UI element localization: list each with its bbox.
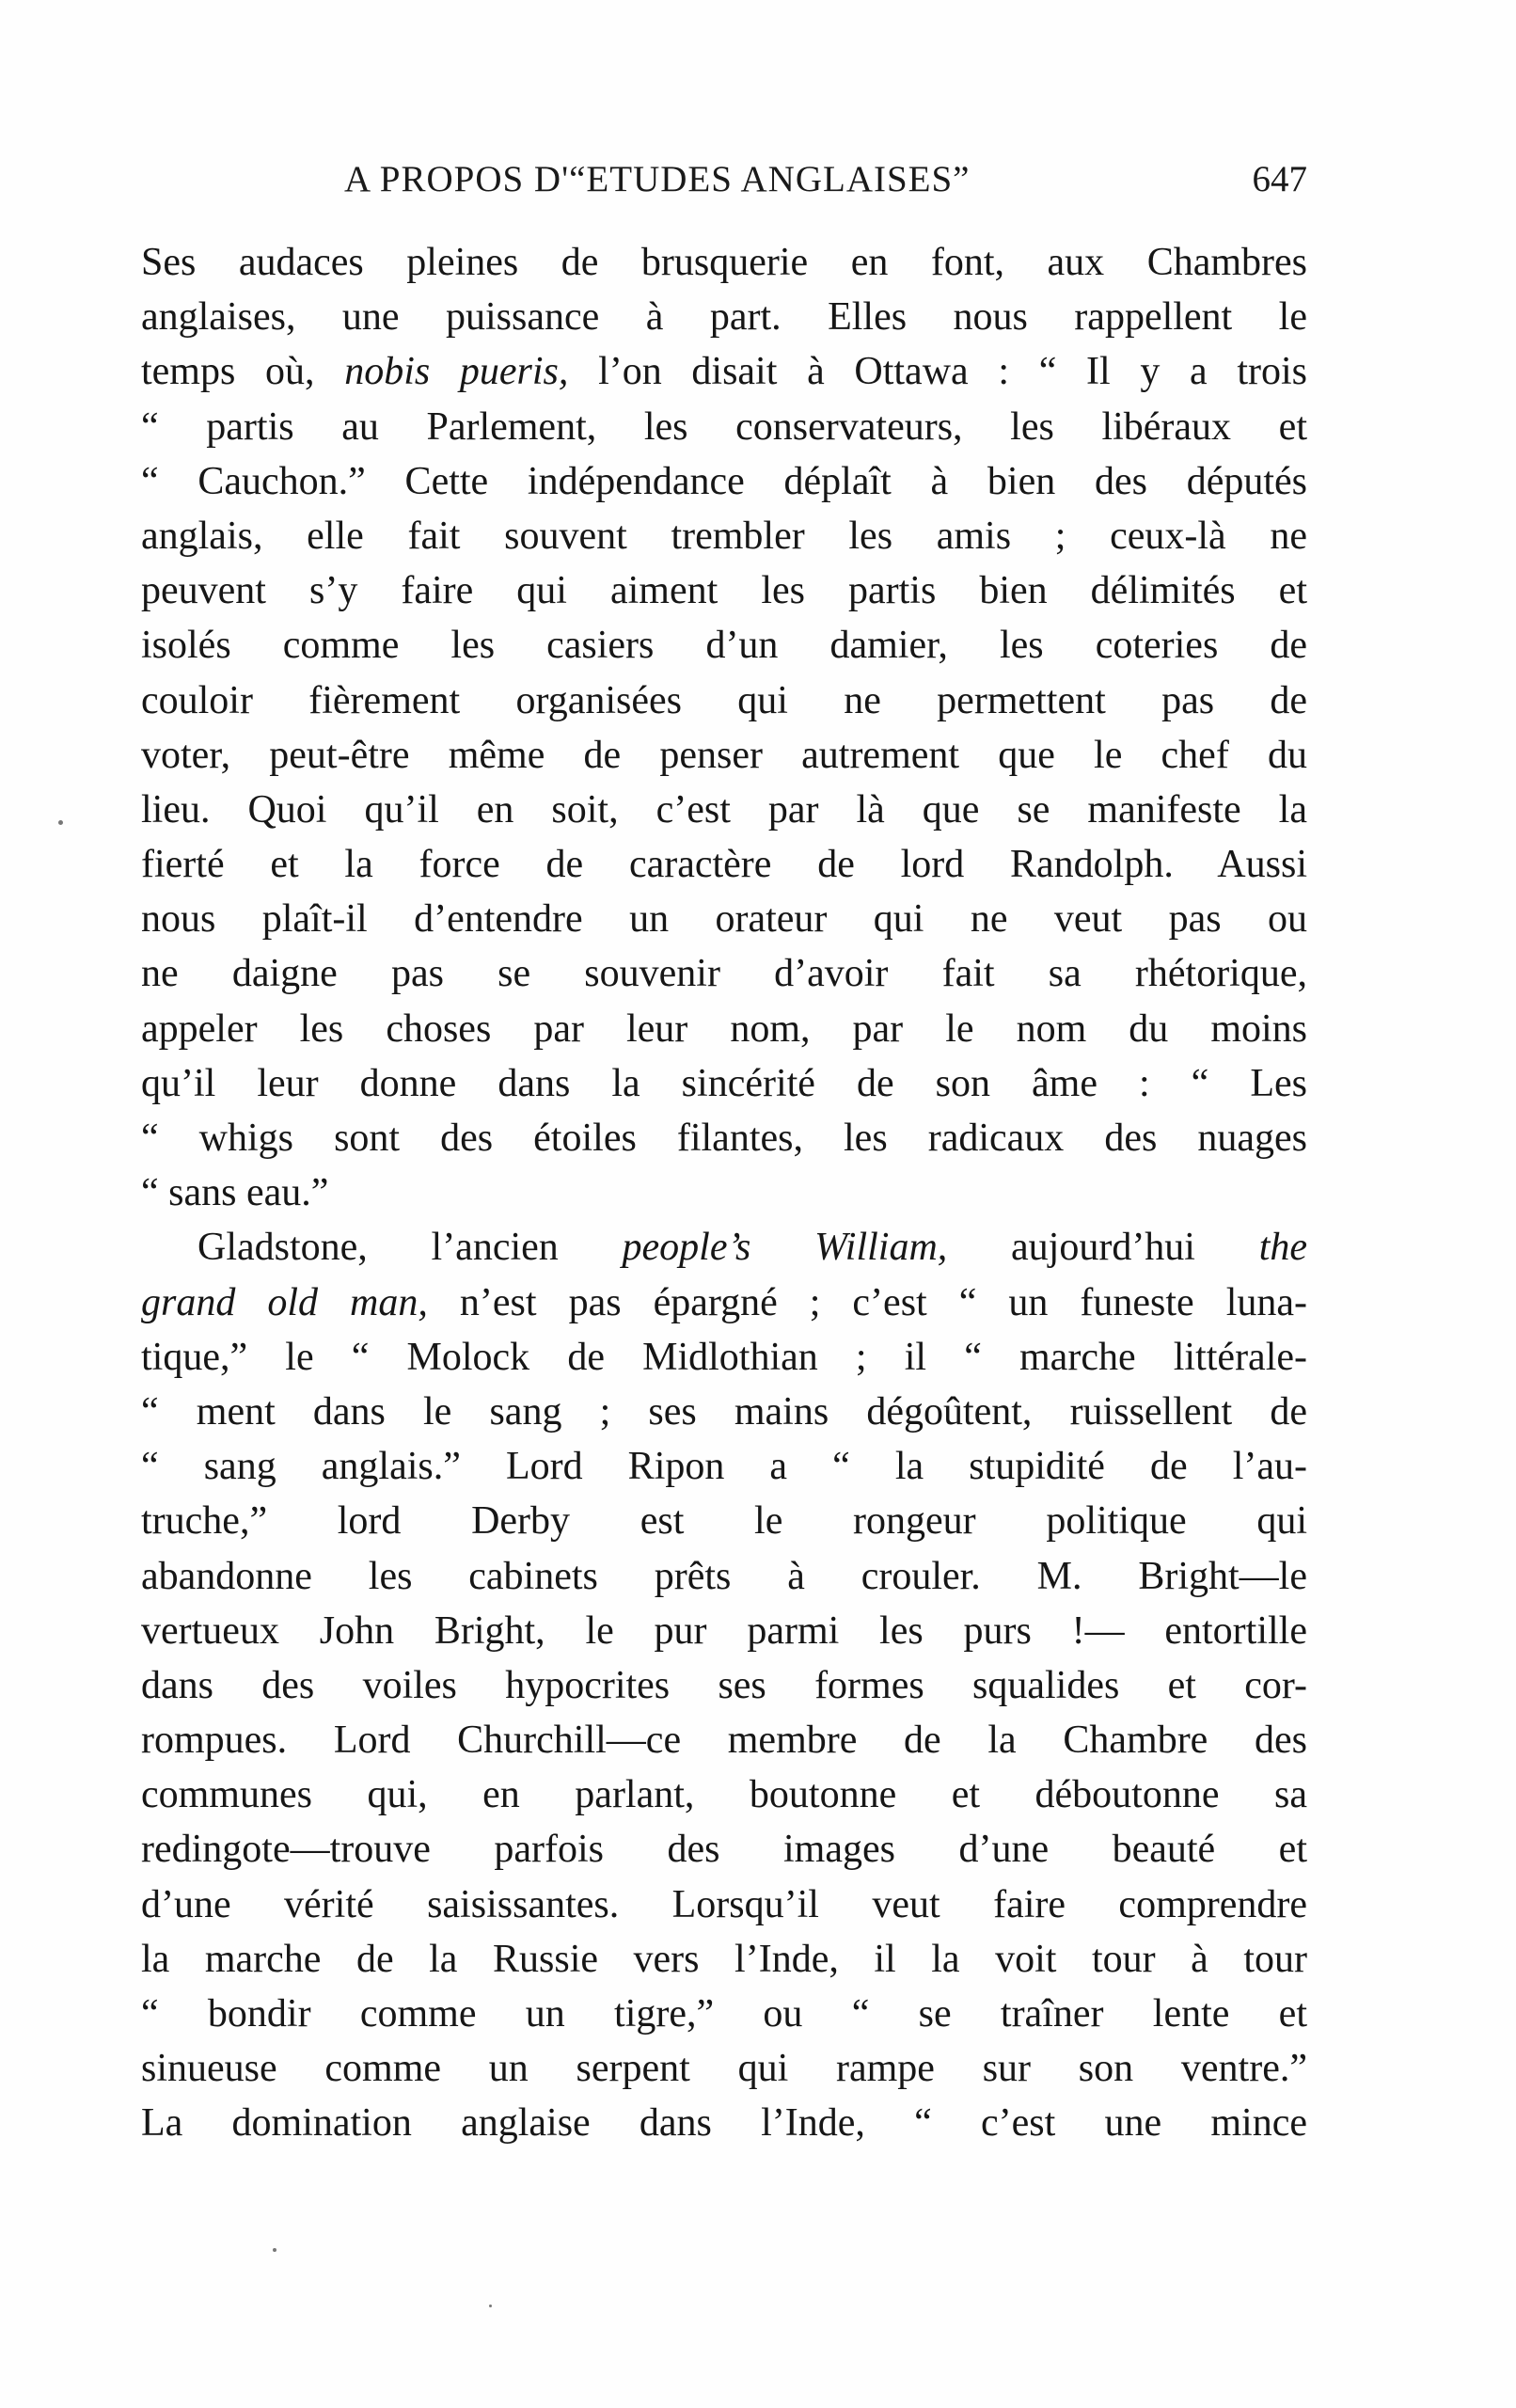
text-line	[141, 1658, 1307, 1713]
text-run: redingote—trouve parfois des images d’une beauté et	[141, 1828, 1307, 1872]
text-run: l’on disait à Ottawa : “ Il y a trois	[568, 350, 1307, 394]
text-run: “ sans eau.”	[141, 1171, 329, 1215]
margin-speck	[58, 820, 63, 825]
text-line	[141, 344, 1307, 399]
text-run: Gladstone, l’ancien	[197, 1226, 623, 1270]
text-run: sinueuse comme un serpent qui rampe sur son ventre.”	[141, 2047, 1307, 2091]
text-line	[141, 1002, 1307, 1056]
text-line	[141, 1165, 1307, 1220]
body-text	[141, 235, 1307, 2151]
text-run: peuvent s’y faire qui aiment les partis bien délimités et	[141, 569, 1307, 613]
text-line	[141, 673, 1307, 728]
text-line	[141, 618, 1307, 673]
text-line	[141, 946, 1307, 1001]
text-run: tique,” le “ Molock de Midlothian ; il “ marche littérale-	[141, 1335, 1307, 1379]
text-run: La domination anglaise dans l’Inde, “ c’est une mince	[141, 2101, 1307, 2146]
text-run: “ partis au Parlement, les conservateurs, les libéraux et	[141, 404, 1307, 449]
text-run: truche,” lord Derby est le rongeur politique qui	[141, 1499, 1307, 1544]
text-line	[141, 1822, 1307, 1877]
margin-speck	[489, 2305, 492, 2307]
text-run: fierté et la force de caractère de lord Randolph. Aussi	[141, 843, 1307, 887]
text-line	[141, 1877, 1307, 1932]
text-line	[141, 837, 1307, 892]
italic-run: grand old man,	[141, 1280, 428, 1324]
text-run: lieu. Quoi qu’il en soit, c’est par là que se manifeste la	[141, 787, 1307, 832]
text-run: d’une vérité saisissantes. Lorsqu’il veut faire comprendre	[141, 1882, 1307, 1926]
margin-speck	[273, 2248, 276, 2252]
text-run: “ whigs sont des étoiles filantes, les radicaux des nuages	[141, 1117, 1307, 1160]
text-line	[141, 1220, 1307, 1275]
text-line	[141, 1111, 1307, 1165]
text-run: Ses audaces pleines de brusquerie en font, aux Chambres	[141, 241, 1307, 284]
text-run: “ bondir comme un tigre,” ou “ se traîner lente et	[141, 1992, 1307, 2036]
italic-run: nobis pueris,	[344, 350, 569, 394]
text-line	[141, 1932, 1307, 1987]
italic-run: people’s William,	[622, 1226, 948, 1270]
text-run: nous plaît-il d’entendre un orateur qui ne veut pas ou	[141, 897, 1307, 942]
page-number: 647	[1252, 159, 1307, 199]
text-line	[141, 290, 1307, 344]
text-run: “ Cauchon.” Cette indépendance déplaît à bien des députés	[141, 459, 1307, 503]
text-run: ne daigne pas se souvenir d’avoir fait sa rhétorique,	[141, 952, 1307, 996]
text-run: communes qui, en parlant, boutonne et déboutonne sa	[141, 1773, 1307, 1817]
text-run: vertueux John Bright, le pur parmi les purs !— entortille	[141, 1608, 1307, 1653]
running-title: A PROPOS D'“ETUDES ANGLAISES”	[344, 159, 971, 199]
text-line	[141, 1056, 1307, 1111]
text-line	[141, 1987, 1307, 2041]
text-line	[141, 892, 1307, 946]
text-run: la marche de la Russie vers l’Inde, il la voit tour à tour	[141, 1937, 1307, 1981]
text-line	[141, 783, 1307, 837]
text-line	[141, 1330, 1307, 1385]
text-run: abandonne les cabinets prêts à crouler. M. Bright—le	[141, 1554, 1307, 1598]
text-line	[141, 1767, 1307, 1822]
text-run: voter, peut-être même de penser autrement que le chef du	[141, 733, 1307, 777]
running-head	[141, 158, 1307, 205]
paragraph	[141, 235, 1307, 1220]
text-line	[141, 1604, 1307, 1658]
text-run: couloir fièrement organisées qui ne permettent pas de	[141, 678, 1307, 722]
text-line	[141, 2041, 1307, 2096]
text-run: dans des voiles hypocrites ses formes squalides et cor-	[141, 1663, 1307, 1707]
text-run: rompues. Lord Churchill—ce membre de la Chambre des	[141, 1719, 1307, 1763]
text-run: “ sang anglais.” Lord Ripon a “ la stupidité de l’au-	[141, 1445, 1307, 1489]
text-line	[141, 1385, 1307, 1439]
text-line	[141, 1275, 1307, 1330]
text-run: “ ment dans le sang ; ses mains dégoûtent, ruissellent de	[141, 1389, 1307, 1434]
paragraph	[141, 1220, 1307, 2150]
text-run: appeler les choses par leur nom, par le nom du moins	[141, 1006, 1307, 1051]
text-run: anglais, elle fait souvent trembler les amis ; ceux-là ne	[141, 514, 1307, 558]
text-line	[141, 235, 1307, 290]
text-run: anglaises, une puissance à part. Elles nous rappellent le	[141, 295, 1307, 340]
text-line	[141, 2096, 1307, 2150]
text-run: temps où,	[141, 350, 345, 394]
text-run: n’est pas épargné ; c’est “ un funeste luna-	[427, 1280, 1307, 1324]
text-run: aujourd’hui	[947, 1226, 1259, 1270]
text-line	[141, 1494, 1307, 1548]
text-line	[141, 1439, 1307, 1494]
text-line	[141, 400, 1307, 454]
text-run: isolés comme les casiers d’un damier, les coteries de	[141, 624, 1307, 668]
text-line	[141, 509, 1307, 563]
text-line	[141, 1713, 1307, 1767]
text-line	[141, 1549, 1307, 1604]
text-line	[141, 563, 1307, 618]
text-line	[141, 728, 1307, 783]
text-line	[141, 454, 1307, 509]
text-run: qu’il leur donne dans la sincérité de son âme : “ Les	[141, 1061, 1307, 1105]
italic-run: the	[1258, 1226, 1307, 1270]
